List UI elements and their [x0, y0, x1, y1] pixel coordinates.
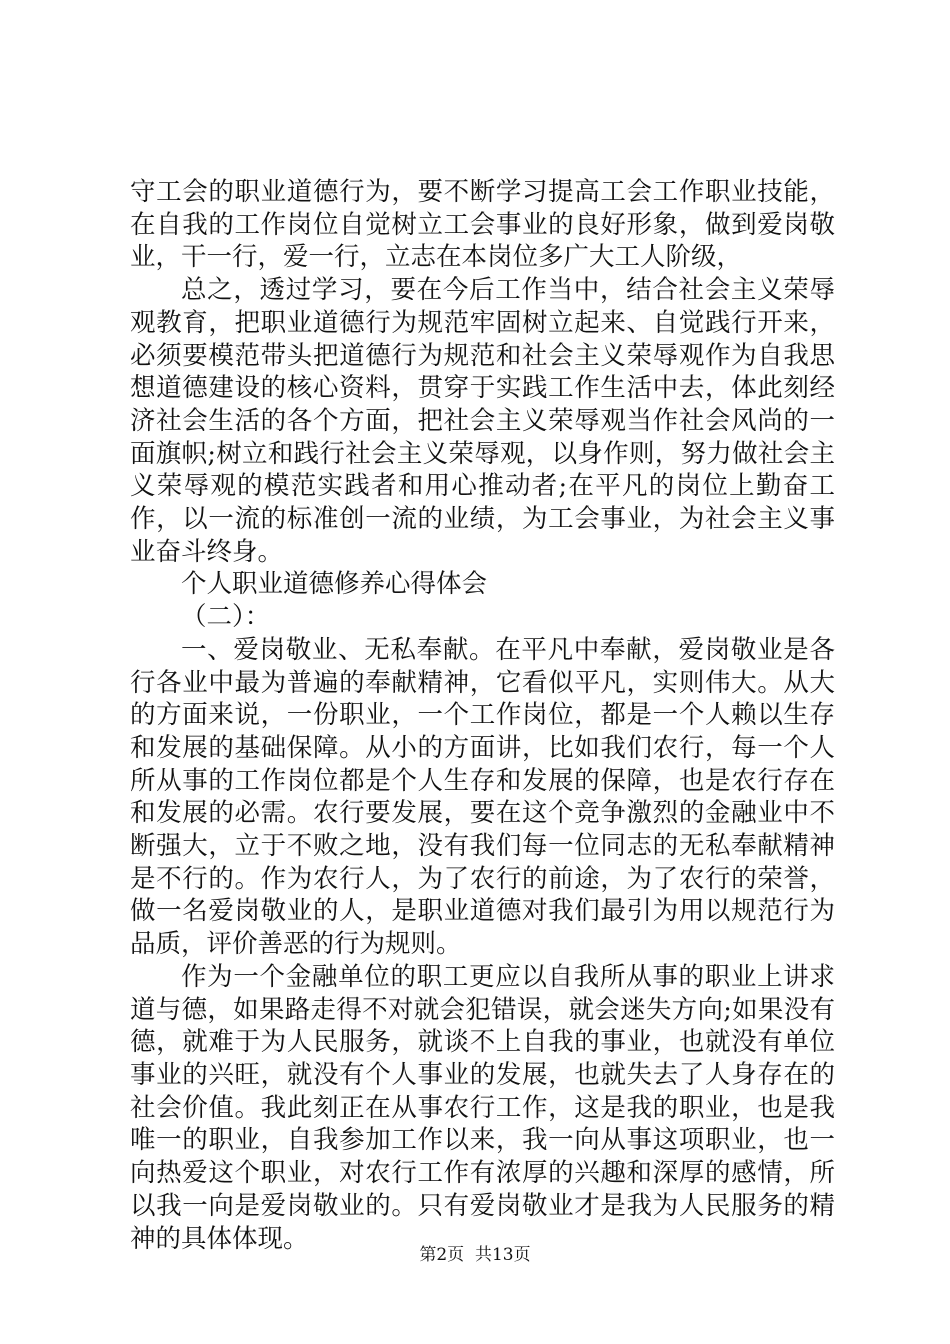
- section-number: （二）：: [181, 602, 271, 633]
- paragraph-2: 总之，透过学习，要在今后工作当中，结合社会主义荣辱观教育，把职业道德行为规范牢固树立起来、自觉践行开来，必须要模范带头把道德行为规范和社会主义荣辱观作为自我思想道德建设的核心资料，贯穿于实践工作生活中去，体此刻经济社会生活的各个方面，把社会主义荣辱观当作社会风尚的一面旗帜;树立和践行社会主义荣辱观，以身作则，努力做社会主义荣辱观的模范实践者和用心推动者;在平凡的岗位上勤奋工作，以一流的标准创一流的业绩，为工会事业，为社会主义事业奋斗终身。: [130, 275, 835, 567]
- paragraph-3: 一、爱岗敬业、无私奉献。在平凡中奉献，爱岗敬业是各行各业中最为普遍的奉献精神，它看似平凡，实则伟大。从大的方面来说，一份职业，一个工作岗位，都是一个人赖以生存和发展的基础保障。从小的方面讲，比如我们农行，每一个人所从事的工作岗位都是个人生存和发展的保障，也是农行存在和发展的必需。农行要发展，要在这个竞争激烈的金融业中不断强大，立于不败之地，没有我们每一位同志的无私奉献精神是不行的。作为农行人，为了农行的前途，为了农行的荣誉，做一名爱岗敬业的人，是职业道德对我们最引为用以规范行为品质，评价善恶的行为规则。: [130, 634, 835, 960]
- section-heading: 个人职业道德修养心得体会: [181, 569, 488, 600]
- paragraph-1: 守工会的职业道德行为，要不断学习提高工会工作职业技能，在自我的工作岗位自觉树立工会事业的良好形象，做到爱岗敬业，干一行，爱一行，立志在本岗位多广大工人阶级，: [130, 177, 835, 273]
- document-body: [130, 176, 835, 1255]
- paragraph-4: 作为一个金融单位的职工更应以自我所从事的职业上讲求道与德，如果路走得不对就会犯错误，就会迷失方向;如果没有德，就难于为人民服务，就谈不上自我的事业，也就没有单位事业的兴旺，就没有个人事业的发展，也就失去了人身存在的社会价值。我此刻正在从事农行工作，这是我的职业，也是我唯一的职业，自我参加工作以来，我一向从事这项职业，也一向热爱这个职业，对农行工作有浓厚的兴趣和深厚的感情，所以我一向是爱岗敬业的。只有爱岗敬业才是我为人民服务的精神的具体体现。: [130, 961, 835, 1254]
- page-footer: 第2页 共13页: [419, 1245, 531, 1265]
